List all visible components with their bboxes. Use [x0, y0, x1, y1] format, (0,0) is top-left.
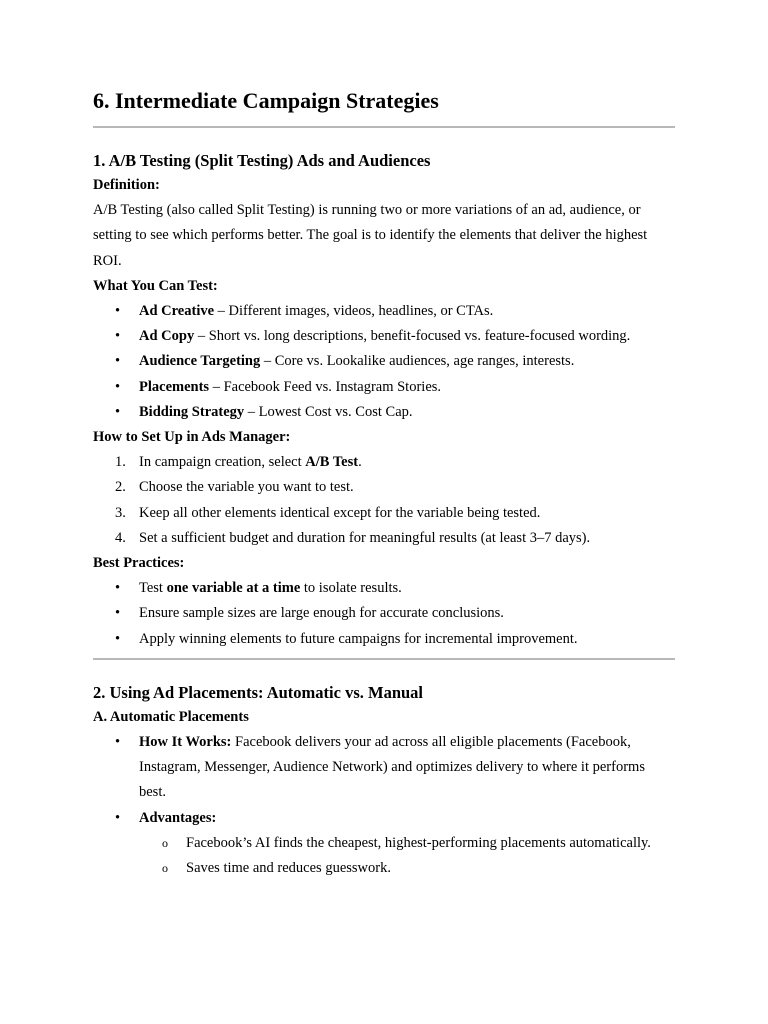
list-item: [93, 501, 675, 526]
item-term: Bidding Strategy: [139, 403, 245, 420]
item-desc: – Facebook Feed vs. Instagram Stories.: [209, 378, 442, 395]
best-practices-label: Best Practices:: [93, 555, 185, 572]
bullet-marker: •: [115, 734, 121, 751]
bullet-marker: •: [115, 378, 121, 395]
step-number: 2.: [115, 479, 126, 496]
step-text: In campaign creation, select: [139, 454, 306, 471]
list-item: [93, 475, 675, 500]
item-term: Advantages:: [139, 809, 217, 826]
list-item: [93, 324, 675, 349]
item-text: Apply winning elements to future campaigns for incremental improvement.: [139, 630, 578, 647]
definition-text: A/B Testing (also called Split Testing) is running two or more variations of an ad, audience, or setting to see which performs better. The goal is to identify the elements that deliver the highest ROI.: [93, 202, 648, 269]
item-term: Ad Creative: [139, 303, 215, 320]
bullet-marker: •: [115, 630, 121, 647]
item-bold: one variable at a time: [166, 580, 301, 597]
step-text: Keep all other elements identical except for the variable being tested.: [139, 504, 541, 521]
bullet-marker: •: [115, 580, 121, 597]
bullet-marker: •: [115, 353, 121, 370]
section-heading: 2. Using Ad Placements: Automatic vs. Manual: [93, 682, 423, 702]
setup-list: [93, 450, 675, 551]
list-item: [93, 375, 675, 400]
step-text-end: .: [358, 454, 362, 471]
definition-label: Definition:: [93, 177, 160, 193]
section-heading: 1. A/B Testing (Split Testing) Ads and Audiences: [93, 151, 431, 170]
item-desc: – Different images, videos, headlines, or CTAs.: [214, 303, 494, 320]
bullet-marker: •: [115, 303, 121, 320]
item-term: How It Works:: [139, 734, 232, 751]
divider: [93, 126, 675, 128]
item-term: Audience Targeting: [139, 353, 261, 370]
page-title: 6. Intermediate Campaign Strategies: [93, 88, 439, 113]
item-desc: Facebook delivers your ad across all eligible placements (Facebook, Instagram, Messenger, Audience Network) and optimizes delivery to where it performs best.: [139, 734, 645, 801]
item-term: Placements: [139, 378, 210, 395]
subsection-label: A. Automatic Placements: [93, 708, 249, 725]
test-list: [93, 299, 675, 425]
test-label: What You Can Test:: [93, 277, 218, 294]
step-bold: A/B Test: [305, 454, 359, 471]
bullet-marker: •: [115, 809, 121, 826]
list-item: [93, 526, 675, 551]
sub-item-text: Facebook’s AI finds the cheapest, highest-performing placements automatically.: [186, 834, 651, 851]
sub-list-item: [93, 856, 675, 881]
bullet-marker: •: [115, 403, 121, 420]
item-desc: – Lowest Cost vs. Cost Cap.: [244, 403, 413, 420]
best-practices-list: [93, 576, 675, 652]
bullet-marker: •: [115, 328, 121, 345]
bullet-marker: •: [115, 605, 121, 622]
sub-bullet-marker: o: [162, 835, 168, 850]
list-item: [93, 730, 675, 806]
list-item: [93, 806, 675, 831]
list-item: [93, 349, 675, 374]
sub-list-item: [93, 831, 675, 856]
sub-bullet-marker: o: [162, 861, 168, 876]
step-text: Choose the variable you want to test.: [139, 479, 354, 496]
sub-item-text: Saves time and reduces guesswork.: [186, 860, 391, 877]
divider: [93, 658, 675, 660]
step-text: Set a sufficient budget and duration for meaningful results (at least 3–7 days).: [139, 529, 591, 546]
step-number: 1.: [115, 454, 126, 471]
item-desc: – Core vs. Lookalike audiences, age ranges, interests.: [260, 353, 575, 370]
item-text: Test: [139, 580, 167, 597]
document-content: [93, 86, 675, 881]
step-number: 3.: [115, 504, 126, 521]
setup-label: How to Set Up in Ads Manager:: [93, 429, 291, 446]
list-item: [93, 576, 675, 601]
step-number: 4.: [115, 529, 126, 546]
list-item: [93, 299, 675, 324]
list-item: [93, 400, 675, 425]
placements-list: [93, 730, 675, 881]
item-text-end: to isolate results.: [300, 580, 402, 597]
item-desc: – Short vs. long descriptions, benefit-focused vs. feature-focused wording.: [194, 328, 631, 345]
list-item: [93, 627, 675, 652]
item-text: Ensure sample sizes are large enough for accurate conclusions.: [139, 605, 504, 622]
list-item: [93, 450, 675, 475]
list-item: [93, 601, 675, 626]
item-term: Ad Copy: [139, 328, 195, 345]
